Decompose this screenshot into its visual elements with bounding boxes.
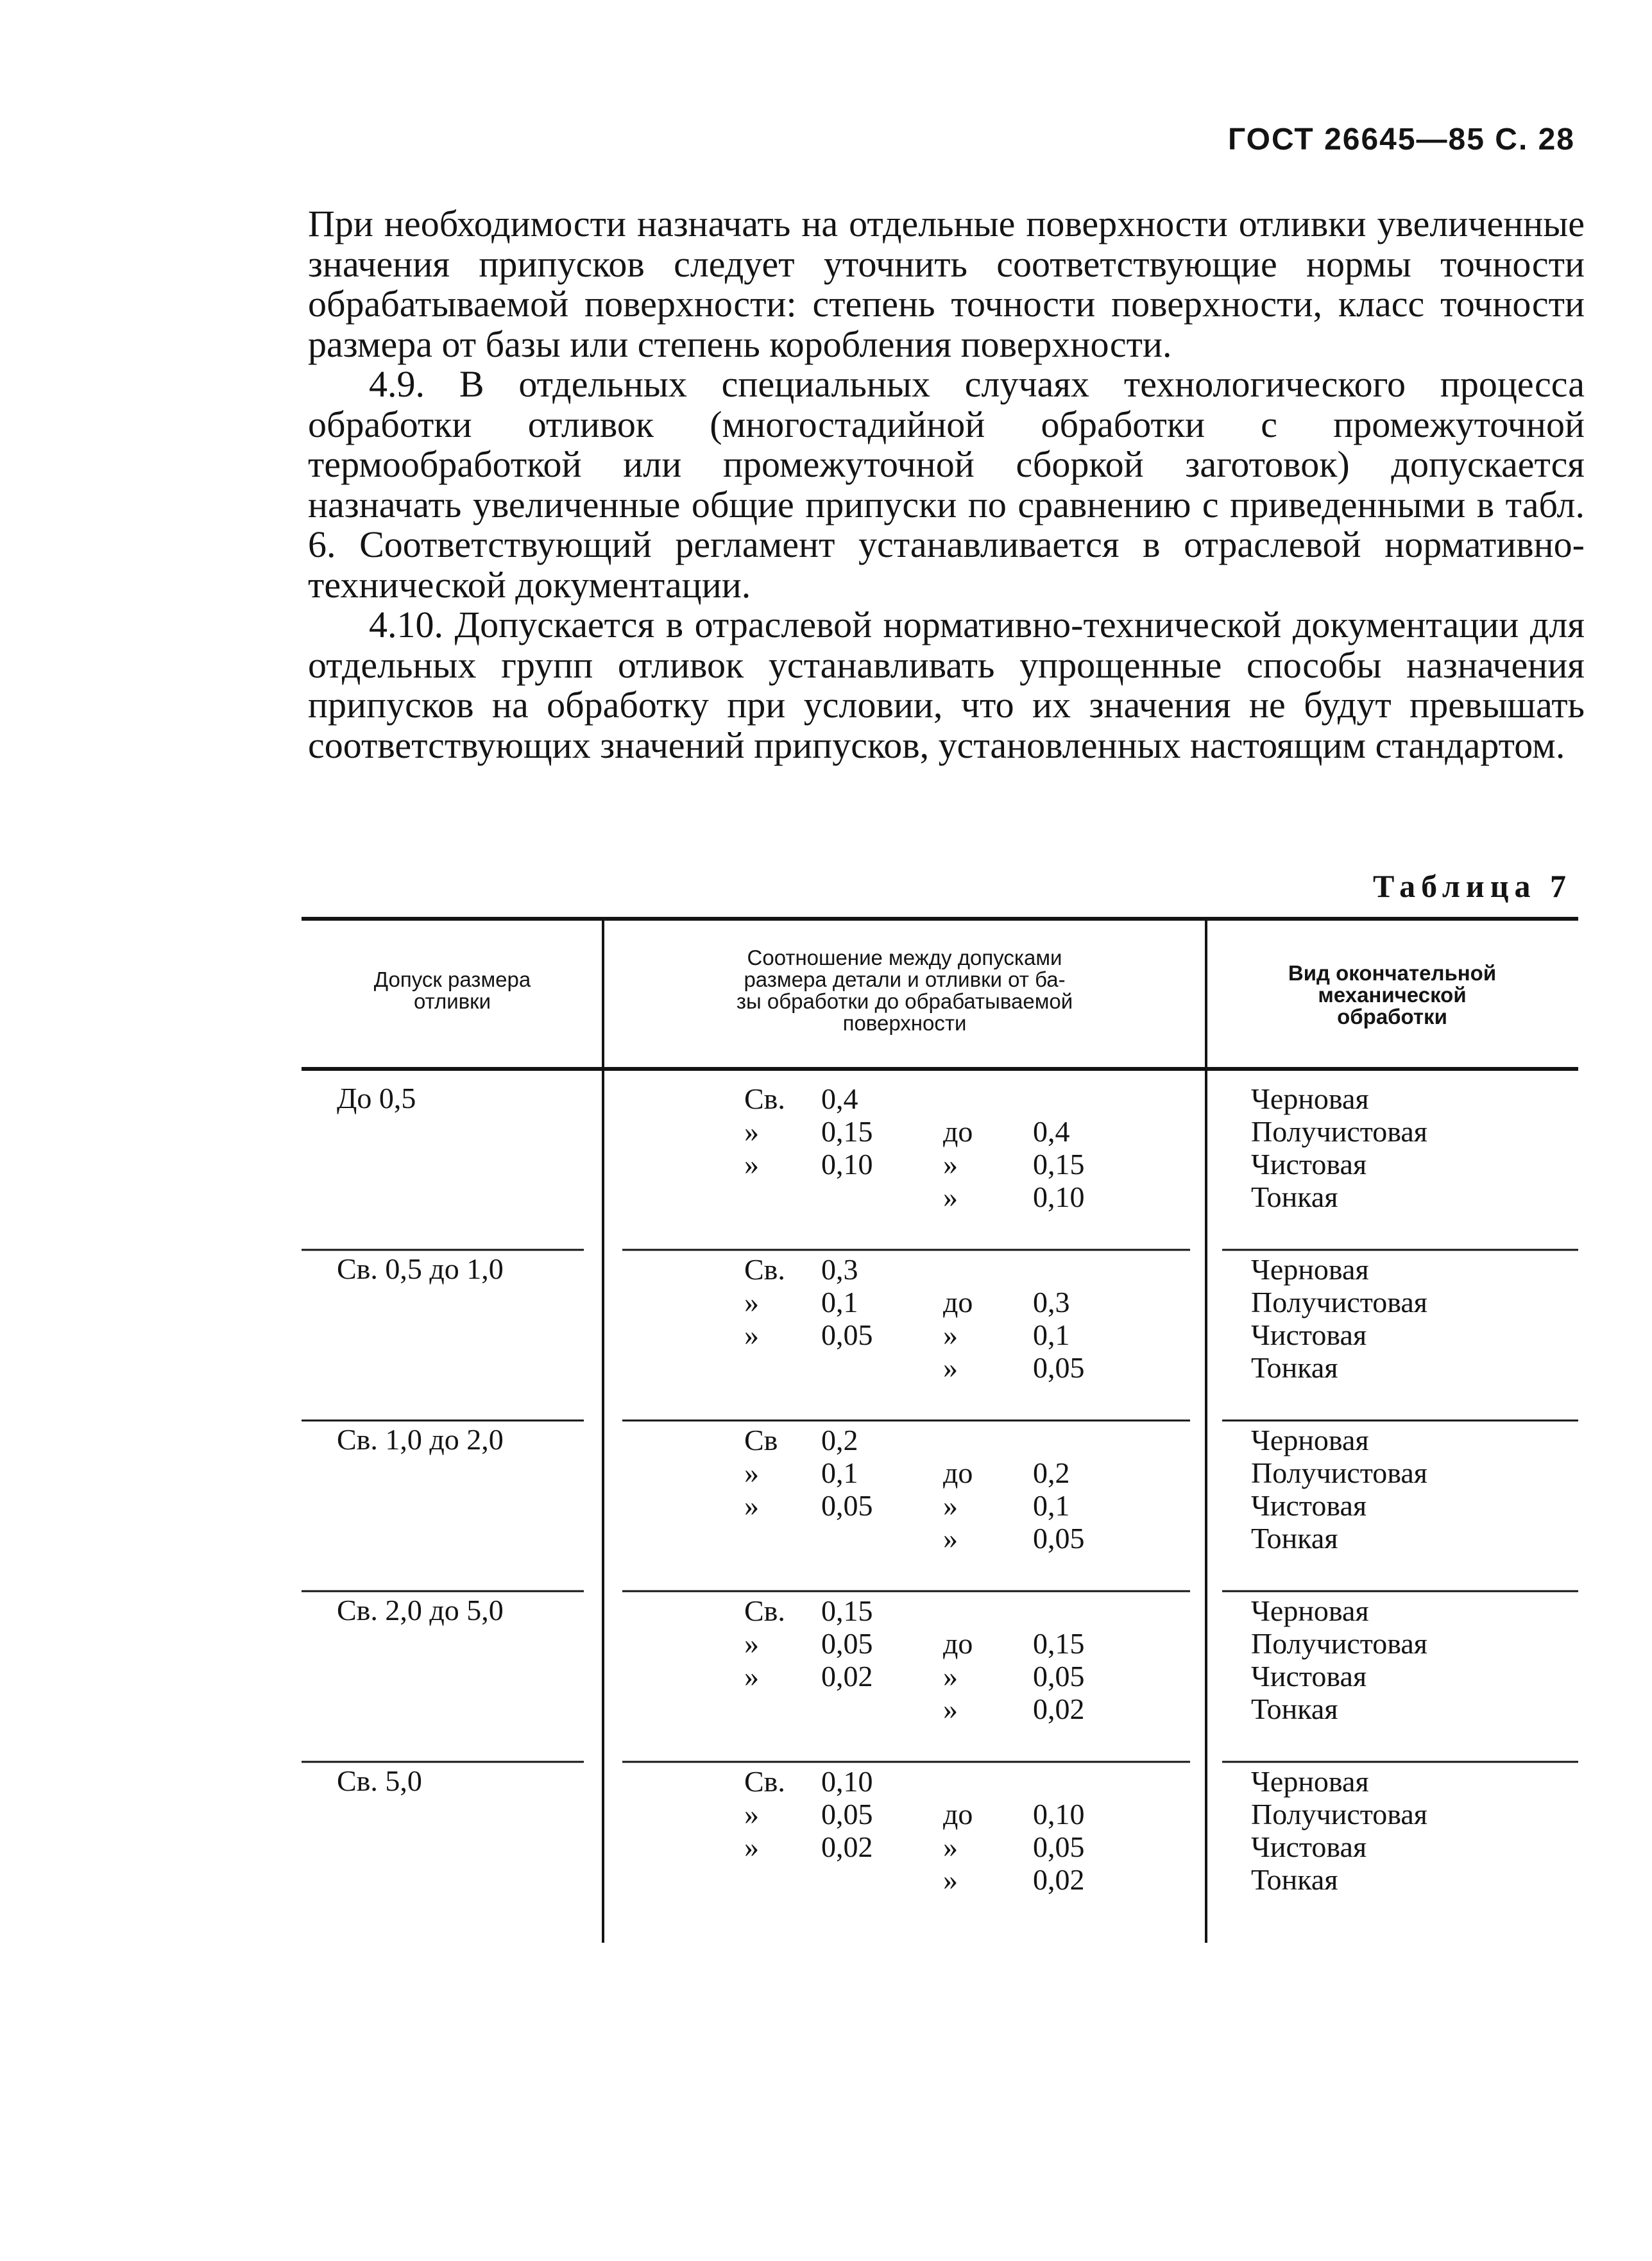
- finish-type: Черновая: [1251, 1594, 1369, 1627]
- finish-type: Чистовая: [1251, 1318, 1367, 1351]
- ratio-from: 0,4: [821, 1082, 858, 1115]
- page-header: ГОСТ 26645—85 С. 28: [1228, 123, 1575, 157]
- finish-type: Тонкая: [1251, 1522, 1338, 1555]
- ratio-sep: »: [943, 1693, 958, 1725]
- ratio-sep: до: [943, 1456, 973, 1489]
- ratio-to: 0,10: [1033, 1181, 1085, 1213]
- finish-type: Черновая: [1251, 1424, 1369, 1456]
- table-7: [302, 916, 1578, 1975]
- finish-type: Получистовая: [1251, 1627, 1427, 1660]
- header-tolerance: Допуск размера отливки: [373, 968, 531, 1013]
- ratio-to: 0,15: [1033, 1627, 1085, 1660]
- ratio-sep: до: [943, 1798, 973, 1830]
- paragraph-continuation: При необходимости назначать на отдельные поверхности отливки увеличенные значения припусков следует уточнить соответствующие нормы точности обрабатываемой поверхности: степень точности поверхности, класс точности размера от базы или степень коробления поверхности.: [308, 203, 1585, 365]
- tolerance-cell: Св. 1,0 до 2,0: [337, 1423, 504, 1456]
- ratio-from: 0,1: [821, 1286, 858, 1318]
- finish-type: Черновая: [1251, 1253, 1369, 1286]
- body-text: [308, 204, 1585, 765]
- ratio-from: 0,05: [821, 1798, 873, 1830]
- ratio-from: 0,15: [821, 1115, 873, 1148]
- ratio-from: 0,15: [821, 1594, 873, 1627]
- ratio-to: 0,4: [1033, 1115, 1070, 1148]
- ratio-sep: »: [943, 1148, 958, 1181]
- ratio-from: 0,02: [821, 1660, 873, 1693]
- tolerance-cell: До 0,5: [337, 1082, 416, 1114]
- ratio-to: 0,05: [1033, 1830, 1085, 1863]
- ratio-prefix: »: [744, 1489, 759, 1522]
- ratio-prefix: »: [744, 1115, 759, 1148]
- finish-type: Чистовая: [1251, 1489, 1367, 1522]
- ratio-to: 0,1: [1033, 1318, 1070, 1351]
- ratio-prefix: »: [744, 1286, 759, 1318]
- ratio-from: 0,05: [821, 1318, 873, 1351]
- ratio-prefix: »: [744, 1627, 759, 1660]
- ratio-prefix: Св.: [744, 1082, 785, 1115]
- ratio-prefix: »: [744, 1830, 759, 1863]
- finish-type: Получистовая: [1251, 1456, 1427, 1489]
- ratio-to: 0,05: [1033, 1351, 1085, 1384]
- ratio-sep: »: [943, 1660, 958, 1693]
- ratio-to: 0,15: [1033, 1148, 1085, 1181]
- ratio-sep: »: [943, 1863, 958, 1896]
- ratio-prefix: »: [744, 1798, 759, 1830]
- finish-type: Тонкая: [1251, 1181, 1338, 1213]
- ratio-to: 0,10: [1033, 1798, 1085, 1830]
- tolerance-cell: Св. 2,0 до 5,0: [337, 1594, 504, 1626]
- finish-type: Черновая: [1251, 1765, 1369, 1798]
- ratio-to: 0,05: [1033, 1660, 1085, 1693]
- ratio-sep: »: [943, 1830, 958, 1863]
- finish-type: Чистовая: [1251, 1660, 1367, 1693]
- header-ratio: Соотношение между допусками размера детали и отливки от ба- зы обработки до обрабатываемой поверхности: [736, 946, 1073, 1035]
- tolerance-cell: Св. 0,5 до 1,0: [337, 1252, 504, 1285]
- ratio-prefix: Св.: [744, 1594, 785, 1627]
- ratio-sep: »: [943, 1522, 958, 1555]
- ratio-sep: »: [943, 1351, 958, 1384]
- paragraph-4-10: 4.10. Допускается в отраслевой нормативно-технической документации для отдельных групп отливок устанавливать упрощенные способы назначения припусков на обработку при условии, что их значения не будут превышать соответствующих значений припусков, установленных настоящим стандартом.: [308, 604, 1585, 766]
- header-finish: Вид окончательной механической обработки: [1288, 961, 1497, 1028]
- ratio-sep: »: [943, 1181, 958, 1213]
- ratio-sep: до: [943, 1627, 973, 1660]
- ratio-to: 0,3: [1033, 1286, 1070, 1318]
- finish-type: Получистовая: [1251, 1286, 1427, 1318]
- finish-type: Получистовая: [1251, 1115, 1427, 1148]
- ratio-from: 0,3: [821, 1253, 858, 1286]
- ratio-to: 0,1: [1033, 1489, 1070, 1522]
- ratio-prefix: »: [744, 1660, 759, 1693]
- ratio-sep: »: [943, 1318, 958, 1351]
- ratio-sep: до: [943, 1115, 973, 1148]
- finish-type: Тонкая: [1251, 1863, 1338, 1896]
- finish-type: Чистовая: [1251, 1830, 1367, 1863]
- finish-type: Чистовая: [1251, 1148, 1367, 1181]
- ratio-from: 0,05: [821, 1489, 873, 1522]
- ratio-from: 0,1: [821, 1456, 858, 1489]
- finish-type: Черновая: [1251, 1082, 1369, 1115]
- ratio-prefix: Св: [744, 1424, 778, 1456]
- ratio-from: 0,05: [821, 1627, 873, 1660]
- finish-type: Тонкая: [1251, 1693, 1338, 1725]
- paragraph-4-9: 4.9. В отдельных специальных случаях технологического процесса обработки отливок (многостадийной обработки с промежуточной термообработкой или промежуточной сборкой заготовок) допускается назначать увеличенные общие припуски по сравнению с приведенными в табл. 6. Соответствующий регламент устанавливается в отраслевой нормативно-технической документации.: [308, 363, 1585, 606]
- ratio-from: 0,10: [821, 1148, 873, 1181]
- finish-type: Тонкая: [1251, 1351, 1338, 1384]
- ratio-from: 0,02: [821, 1830, 873, 1863]
- table-caption: Таблица 7: [1372, 868, 1572, 904]
- ratio-sep: до: [943, 1286, 973, 1318]
- ratio-from: 0,10: [821, 1765, 873, 1798]
- ratio-prefix: »: [744, 1148, 759, 1181]
- tolerance-cell: Св. 5,0: [337, 1764, 422, 1797]
- ratio-from: 0,2: [821, 1424, 858, 1456]
- ratio-to: 0,05: [1033, 1522, 1085, 1555]
- ratio-sep: »: [943, 1489, 958, 1522]
- ratio-to: 0,02: [1033, 1693, 1085, 1725]
- finish-type: Получистовая: [1251, 1798, 1427, 1830]
- ratio-to: 0,02: [1033, 1863, 1085, 1896]
- ratio-prefix: Св.: [744, 1765, 785, 1798]
- ratio-prefix: »: [744, 1456, 759, 1489]
- ratio-prefix: »: [744, 1318, 759, 1351]
- ratio-to: 0,2: [1033, 1456, 1070, 1489]
- ratio-prefix: Св.: [744, 1253, 785, 1286]
